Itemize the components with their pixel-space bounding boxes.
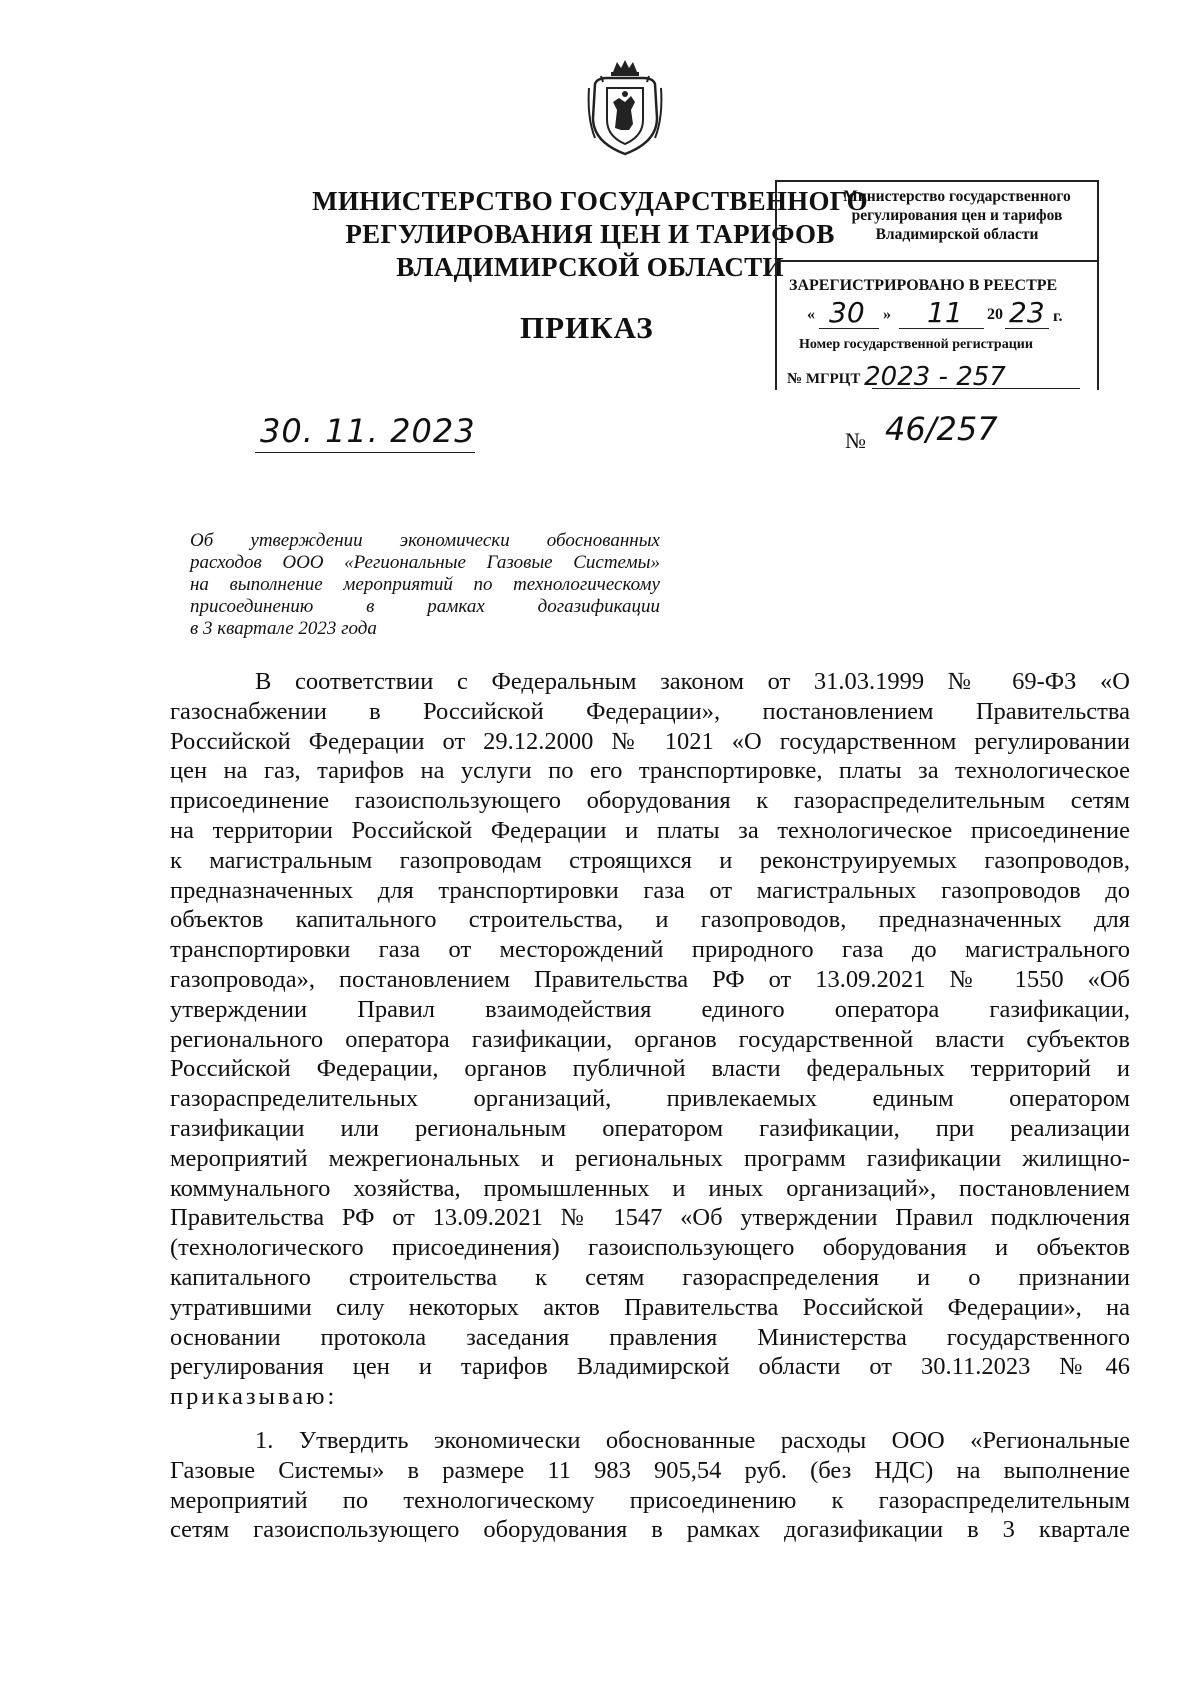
order-body <box>170 667 1130 1545</box>
stamp-org-line-3: Владимирской области <box>875 226 1039 243</box>
body-paragraph-1 <box>170 667 1130 1412</box>
body-line: утратившими силу некоторых актов Правительства Российской Федерации», на <box>170 1293 1130 1321</box>
body-line: объектов капитального строительства, и газопроводов, предназначенных для <box>170 906 1130 934</box>
order-number: 46/257 <box>885 410 998 448</box>
stamp-year-prefix: 20 <box>987 306 1003 323</box>
stamp-day-underline <box>819 328 879 329</box>
stamp-month: 11 <box>927 296 963 329</box>
body-line: газопровода», постановлением Правительства РФ от 13.09.2021 № 1550 «Об <box>170 965 1130 993</box>
body-line: газоснабжении в Российской Федерации», постановлением Правительства <box>170 697 1130 725</box>
body-line: мероприятий по технологическому присоединению к газораспределительным <box>170 1486 1130 1514</box>
body-line: (технологического присоединения) газоиспользующего оборудования и объектов <box>170 1234 1130 1262</box>
body-line: сетям газоиспользующего оборудования в рамках догазификации в 3 квартале <box>170 1516 1130 1544</box>
subject-line-2: расходов ООО «Региональные Газовые Системы» <box>190 552 660 573</box>
ministry-name-line-3: ВЛАДИМИРСКОЙ ОБЛАСТИ <box>396 252 784 282</box>
body-line: 1. Утвердить экономически обоснованные расходы ООО «Региональные <box>255 1426 1130 1454</box>
body-line: регионального оператора газификации, органов государственной власти субъектов <box>170 1025 1130 1053</box>
body-line: капитального строительства к сетям газораспределения и о признании <box>170 1263 1130 1291</box>
body-line: Газовые Системы» в размере 11 983 905,54 руб. (без НДС) на выполнение <box>170 1456 1130 1484</box>
order-number-label: № <box>845 428 866 453</box>
body-line: коммунального хозяйства, промышленных и иных организаций», постановлением <box>170 1174 1130 1202</box>
stamp-org-line-2: регулирования цен и тарифов <box>851 207 1063 224</box>
body-line: Правительства РФ от 13.09.2021 № 1547 «Об утверждении Правил подключения <box>170 1204 1130 1232</box>
body-line: регулирования цен и тарифов Владимирской области от 30.11.2023 №46 <box>170 1353 1130 1381</box>
subject-line-1: Об утверждении экономически обоснованных <box>190 530 660 551</box>
stamp-number-prefix: № МГРЦТ <box>787 371 861 387</box>
stamp-number-label: Номер государственной регистрации <box>799 337 1033 352</box>
stamp-open-quote: « <box>807 306 815 323</box>
body-line: предназначенных для транспортировки газа от магистральных газопроводов до <box>170 876 1130 904</box>
body-line: газификации или региональным оператором газификации, при реализации <box>170 1114 1130 1142</box>
body-line: транспортировки газа от месторождений природного газа до магистрального <box>170 936 1130 964</box>
body-line: Российской Федерации, органов публичной власти федеральных территорий и <box>170 1055 1130 1083</box>
stamp-registration-number <box>787 360 1006 390</box>
coat-of-arms-icon <box>585 58 665 158</box>
stamp-year-underline <box>1005 328 1049 329</box>
body-line: газораспределительных организаций, привлекаемых единым оператором <box>170 1085 1130 1113</box>
body-line: цен на газ, тарифов на услуги по его транспортировке, платы за технологическое <box>170 757 1130 785</box>
stamp-organization <box>822 187 1092 244</box>
decree-word: приказываю: <box>170 1383 338 1411</box>
stamp-number-value: 2023 - 257 <box>864 362 1006 392</box>
document-type: ПРИКАЗ <box>520 310 654 345</box>
stamp-day: 30 <box>829 296 865 329</box>
stamp-registered-label: ЗАРЕГИСТРИРОВАНО В РЕЕСТРЕ <box>789 277 1058 294</box>
ministry-name-line-2: РЕГУЛИРОВАНИЯ ЦЕН И ТАРИФОВ <box>345 219 835 249</box>
body-line: Российской Федерации от 29.12.2000 № 1021 «О государственном регулировании <box>170 727 1130 755</box>
body-line: присоединение газоиспользующего оборудования к газораспределительным сетям <box>170 787 1130 815</box>
stamp-number-underline <box>872 388 1080 389</box>
stamp-divider <box>777 260 1097 262</box>
order-subject <box>190 530 660 640</box>
stamp-close-quote: » <box>883 306 891 323</box>
body-paragraph-2 <box>170 1426 1130 1545</box>
body-line: мероприятий межрегиональных и региональных программ газификации жилищно- <box>170 1144 1130 1172</box>
registration-stamp <box>775 180 1099 390</box>
body-line: В соответствии с Федеральным законом от 31.03.1999 № 69-ФЗ «О <box>255 668 1130 695</box>
stamp-month-underline <box>899 328 984 329</box>
body-line: к магистральным газопроводам строящихся и реконструируемых газопроводов, <box>170 846 1130 874</box>
body-line: основании протокола заседания правления Министерства государственного <box>170 1323 1130 1351</box>
stamp-org-line-1: Министерство государственного <box>843 188 1071 205</box>
order-date-underline <box>255 452 475 453</box>
stamp-year-suffix: 23 <box>1009 296 1045 329</box>
subject-line-3: на выполнение мероприятий по технологическому <box>190 574 660 595</box>
subject-line-5: в 3 квартале 2023 года <box>190 618 377 639</box>
ministry-name-line-1: МИНИСТЕРСТВО ГОСУДАРСТВЕННОГО <box>312 186 868 216</box>
subject-line-4: присоединению в рамках догазификации <box>190 596 660 617</box>
order-date: 30. 11. 2023 <box>260 412 476 450</box>
stamp-year-unit: г. <box>1053 308 1063 325</box>
stamp-date <box>807 296 1077 330</box>
body-line: утверждении Правил взаимодействия единого оператора газификации, <box>170 995 1130 1023</box>
body-line: на территории Российской Федерации и платы за технологическое присоединение <box>170 816 1130 844</box>
